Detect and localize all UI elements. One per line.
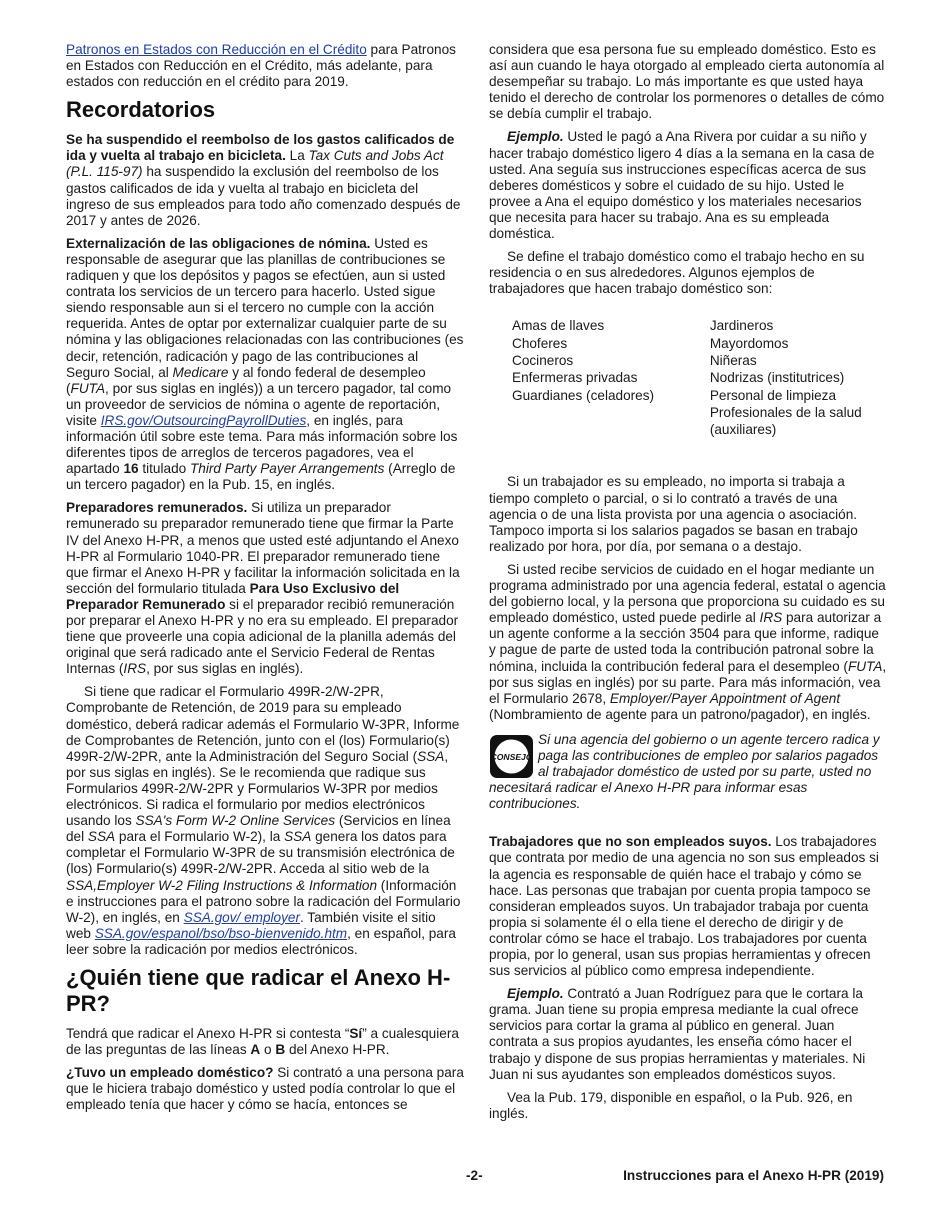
list-item: Choferes bbox=[512, 335, 568, 351]
consejo-tip-icon bbox=[489, 734, 534, 779]
household-work-definition: Se define el trabajo doméstico como el trabajo hecho en su residencia o en sus alrededores. Algunos ejemplos de trabajadores que hacen trabajo doméstico son: bbox=[489, 249, 865, 297]
list-item: Profesionales de la salud bbox=[709, 404, 862, 420]
paid-preparers-paragraph: Preparadores remunerados. Si utiliza un preparador remunerado su preparador remunerado tiene que firmar la Parte IV del Anexo H-PR, a menos que usted esté adjuntando el Anexo H-PR al Formulario 1040-PR. El preparador remunerado tiene que firmar el Anexo H-PR y facilitar la información solicitada en la sección del formulario titulada Para Uso Exclusivo del Preparador Remunerado si el preparador recibió remuneración por preparar el Anexo H-PR y no era su empleado. El preparador tiene que proveerle una copia adicional de la planilla además del original que será radicado ante el Servicio Federal de Rentas Internas (IRS, por sus siglas en inglés). bbox=[66, 500, 460, 677]
payroll-outsourcing-paragraph: Externalización de las obligaciones de nómina. Usted es responsable de asegurar que las planillas de contribuciones se radiquen y que los depósitos y pagos se efectúen, aun si usted contrata los servicios de un tercero para hacerlo. Usted sigue siendo responsable aun si el tercero no cumple con la acción requerida. Antes de optar por externalizar cualquier parte de su nómina y las obligaciones relacionadas con las contribuciones (es decir, retención, radicación y pago de las contribuciones al Seguro Social, al Medicare y al fondo federal de desempleo (FUTA, por sus siglas en inglés)) a un tercero pagador, tal como un proveedor de servicios de nómina o agente de reportación, visite IRS.gov/OutsourcingPayrollDuties, en inglés, para información útil sobre este tema. Para más información sobre los diferentes tipos de arreglos de terceros pagadores, vea el apartado 16 titulado Third Party Payer Arrangements (Arreglo de un tercero pagador) en la Pub. 15, en inglés. bbox=[66, 235, 464, 493]
list-item: Personal de limpieza bbox=[709, 387, 837, 403]
w2pr-filing-paragraph: Si tiene que radicar el Formulario 499R-2/W-2PR, Comprobante de Retención, de 2019 para su empleado doméstico, deberá radicar además el Formulario W-3PR, Informe de Comprobantes de Retención, junto con el (los) Formulario(s) 499R-2/W-2PR, ante la Administración del Seguro Social (SSA, por sus siglas en inglés). Se le recomienda que radique sus Formularios 499R-2/W-2PR y Formularios W-3PR por medios electrónicos. Si radica el formulario por medios electrónicos usando los SSA's Form W-2 Online Services (Servicios en línea del SSA para el Formulario W-2), la SSA genera los datos para completar el Formulario W-3PR de su transmisión electrónica de (los) Formulario(s) 499R-2/W-2PR. Acceda al sitio web de la SSA,Employer W-2 Filing Instructions & Information (Información e instrucciones para el patrono sobre la radicación del Formulario W-2), en inglés, en SSA.gov/ employer. También visite el sitio web SSA.gov/espanol/bso/bso-bienvenido.htm, en español, para leer sobre la radicación por medios electrónicos. bbox=[66, 684, 461, 957]
example-ana-paragraph: Ejemplo. Usted le pagó a Ana Rivera por cuidar a su niño y hacer trabajo doméstico ligero 4 días a la semana en la casa de usted. Ana seguía sus instrucciones específicas acerca de sus deberes domésticos y sobre el cuidado de su hijo. Usted le provee a Ana el equipo doméstico y los materiales necesarios que necesita para hacer su trabajo. Ana es su empleada doméstica. bbox=[489, 129, 875, 242]
home-care-services-paragraph: Si usted recibe servicios de cuidado en el hogar mediante un programa administrado por una agencia federal, estatal o agencia del gobierno local, y la persona que proporciona su cuidado es su empleado doméstico, usted puede pedirle al IRS para autorizar a un agente conforme a la sección 3504 para que informe, radique y pague de parte de usted toda la contribución patronal sobre la nómina, incluida la contribución federal para el desempleo (FUTA, por sus siglas en inglés) por su parte. Para más información, vea el Formulario 2678, Employer/Payer Appointment of Agent (Nombramiento de agente para un patrono/pagador), en inglés. bbox=[489, 561, 887, 722]
list-item: Nodrizas (institutrices) bbox=[709, 370, 845, 386]
tip-line: Si una agencia del gobierno o un agente tercero radica y bbox=[538, 731, 880, 747]
left-column bbox=[66, 42, 464, 1120]
household-workers-list bbox=[512, 317, 887, 438]
see-pub-paragraph: Vea la Pub. 179, disponible en español, o la Pub. 926, en inglés. bbox=[489, 1089, 853, 1121]
who-must-file-paragraph: Tendrá que radicar el Anexo H-PR si contesta “Sí” a cualesquiera de las preguntas de las líneas A o B del Anexo H-PR. bbox=[66, 1025, 459, 1058]
footer-doc-title: Instrucciones para el Anexo H-PR (2019) bbox=[623, 1168, 884, 1183]
workers-list-column-1 bbox=[512, 317, 710, 438]
household-employee-paragraph: ¿Tuvo un empleado doméstico? Si contrató a una persona para que le hiciera trabajo doméstico y usted podía controlar lo que el empleado tenía que hacer y cómo se hacía, entonces se bbox=[66, 1065, 464, 1113]
tip-line: paga las contribuciones de empleo por salarios pagados bbox=[538, 747, 879, 763]
list-item: Mayordomos bbox=[709, 335, 789, 351]
right-column bbox=[489, 42, 887, 1129]
ssa-employer-link[interactable]: SSA.gov/ employer bbox=[183, 909, 300, 925]
intro-paragraph: Patronos en Estados con Reducción en el Crédito para Patronos en Estados con Reducción en el Crédito, más adelante, para estados con reducción en el crédito para 2019. bbox=[66, 42, 456, 90]
full-part-time-paragraph: Si un trabajador es su empleado, no importa si trabaja a tiempo completo o parcial, o si lo contrató a través de una agencia o de una lista provista por una agencia o asociación. Tampoco importa si los salarios pagados se basan en trabajo realizado por hora, por día, por semana o a destajo. bbox=[489, 474, 858, 554]
list-item: Enfermeras privadas bbox=[512, 370, 638, 386]
consejo-label: CONSEJO bbox=[490, 751, 533, 762]
consejo-tip-box bbox=[489, 732, 887, 812]
list-item: Amas de llaves bbox=[512, 318, 605, 334]
list-item: Cocineros bbox=[512, 353, 574, 368]
list-item: (auxiliares) bbox=[709, 422, 777, 438]
ssa-espanol-bso-link[interactable]: SSA.gov/espanol/bso/bso-bienvenido.htm bbox=[94, 925, 348, 941]
tip-rest: necesitará radicar el Anexo H-PR para informar esas contribuciones. bbox=[489, 780, 808, 812]
list-item: Jardineros bbox=[709, 318, 774, 334]
tip-line: al trabajador doméstico de usted por su parte, usted no bbox=[538, 764, 872, 780]
outsourcing-payroll-link[interactable]: IRS.gov/OutsourcingPayrollDuties bbox=[100, 412, 307, 428]
non-employee-workers-paragraph: Trabajadores que no son empleados suyos. Los trabajadores que contrata por medio de una agencia no son sus empleados si la agencia es responsable de quién hace el trabajo y cómo se hace. Las personas que trabajan por cuenta propia tampoco se consideran empleados suyos. Un trabajador trabaja por cuenta propia si solamente él o ella tiene el derecho de dirigir y de controlar cómo se hace el trabajo. Los trabajadores por cuenta propia, por lo general, usan sus propias herramientas y ofrecen sus servicios al público como empresa independiente. bbox=[489, 834, 879, 979]
list-item: Niñeras bbox=[709, 353, 757, 368]
heading-recordatorios: Recordatorios bbox=[66, 97, 216, 123]
heading-quien-tiene-que-radicar: ¿Quién tiene que radicar el Anexo H-PR? bbox=[66, 964, 451, 1016]
credit-reduction-link[interactable]: Patronos en Estados con Reducción en el Crédito bbox=[66, 42, 367, 57]
example-juan-paragraph: Ejemplo. Contrató a Juan Rodríguez para que le cortara la grama. Juan tiene su propia empresa mediante la cual ofrece servicios para cortar la grama al público en general. Juan contrata a sus propios ayudantes, les enseña cómo hacer el trabajo y dispone de sus propias herramientas y materiales. Ni Juan ni sus ayudantes son empleados domésticos suyos. bbox=[489, 986, 866, 1082]
list-item: Guardianes (celadores) bbox=[512, 387, 655, 403]
bicycle-commuting-paragraph: Se ha suspendido el reembolso de los gastos calificados de ida y vuelta al trabajo en bicicleta. La Tax Cuts and Jobs Act (P.L. 115-97) ha suspendido la exclusión del reembolso de los gastos calificados de ida y vuelta al trabajo en bicicleta del ingreso de sus empleados para todo año comenzado después de 2017 y antes de 2026. bbox=[66, 132, 461, 228]
control-continuation-paragraph: considera que esa persona fue su empleado doméstico. Esto es así aun cuando le haya otorgado al empleado cierta autonomía al desempeñar su trabajo. Lo más importante es que usted haya tenido el derecho de controlar los pormenores o detalles de cómo se debía cumplir el trabajo. bbox=[489, 42, 885, 122]
workers-list-column-2 bbox=[710, 317, 887, 438]
page-number: -2- bbox=[466, 1168, 483, 1183]
